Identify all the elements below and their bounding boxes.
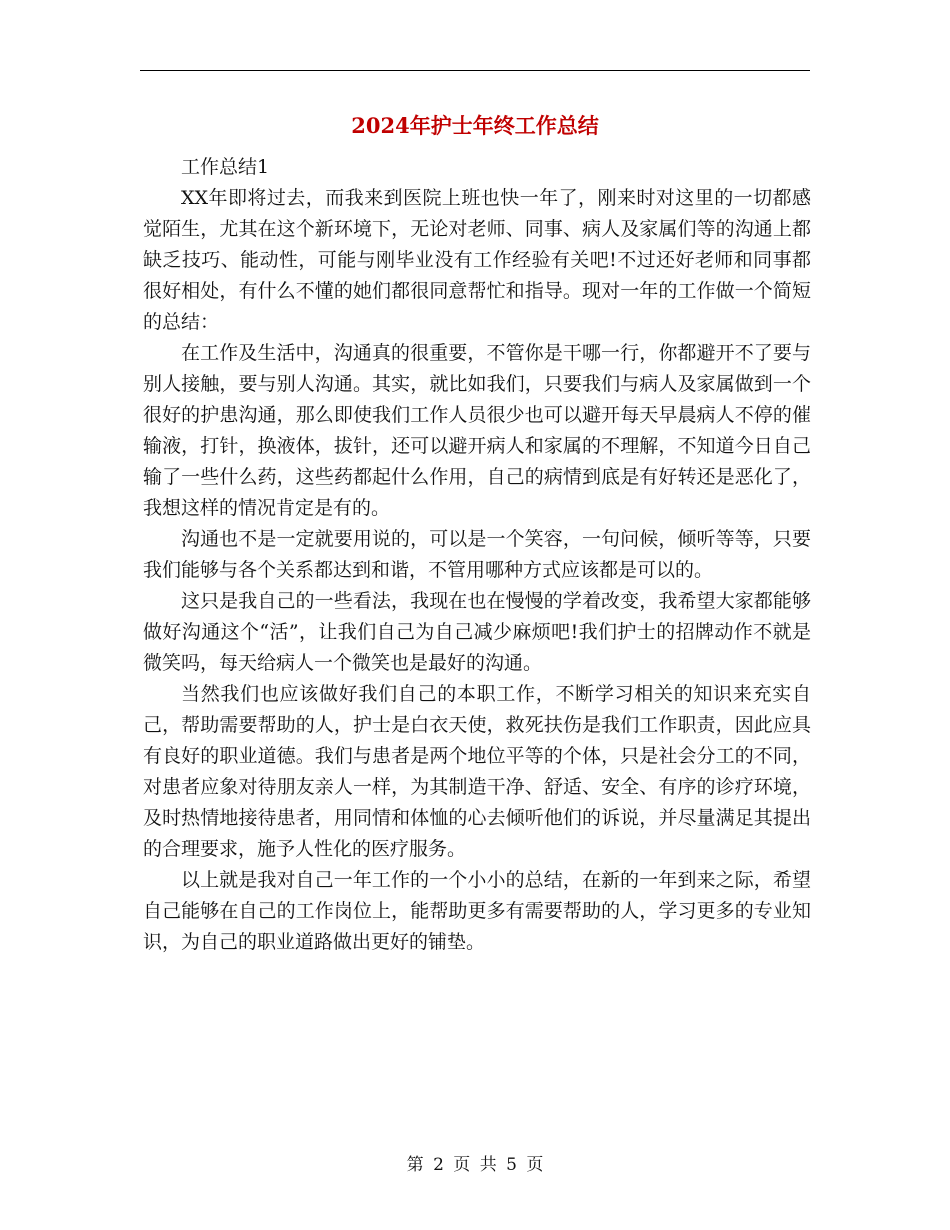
paragraph-2: 在工作及生活中，沟通真的很重要，不管你是干哪一行，你都避开不了要与别人接触，要与别人沟通。其实，就比如我们，只要我们与病人及家属做到一个很好的护患沟通，那么即使我们工作人员很少也可以避开每天早晨病人不停的催输液，打针，换液体，拔针，还可以避开病人和家属的不理解，不知道今日自己输了一些什么药，这些药都起什么作用，自己的病情到底是有好转还是恶化了，我想这样的情况肯定是有的。 xyxy=(143,342,811,519)
paragraph-1: XX年即将过去，而我来到医院上班也快一年了，刚来时对这里的一切都感觉陌生，尤其在这个新环境下，无论对老师、同事、病人及家属们等的沟通上都缺乏技巧、能动性，可能与刚毕业没有工作经验有关吧!不过还好老师和同事都很好相处，有什么不懂的她们都很同意帮忙和指导。现对一年的工作做一个简短的总结： xyxy=(143,187,811,333)
document-title: 2024年护士年终工作总结 xyxy=(351,113,599,138)
paragraph-5: 当然我们也应该做好我们自己的本职工作，不断学习相关的知识来充实自己，帮助需要帮助的人，护士是白衣天使，救死扶伤是我们工作职责，因此应具有良好的职业道德。我们与患者是两个地位平等的个体，只是社会分工的不同，对患者应象对待朋友亲人一样，为其制造干净、舒适、安全、有序的诊疗环境，及时热情地接待患者，用同情和体恤的心去倾听他们的诉说，并尽量满足其提出的合理要求，施予人性化的医疗服务。 xyxy=(143,683,811,860)
document-body xyxy=(143,152,811,958)
header-rule xyxy=(140,70,810,71)
paragraph-3: 沟通也不是一定就要用说的，可以是一个笑容，一句问候，倾听等等，只要我们能够与各个关系都达到和谐，不管用哪种方式应该都是可以的。 xyxy=(143,528,811,581)
paragraph-6: 以上就是我对自己一年工作的一个小小的总结，在新的一年到来之际，希望自己能够在自己的工作岗位上，能帮助更多有需要帮助的人，学习更多的专业知识，为自己的职业道路做出更好的铺垫。 xyxy=(143,869,811,953)
page-number-footer: 第 2 页 共 5 页 xyxy=(406,1155,544,1175)
paragraph-4: 这只是我自己的一些看法，我现在也在慢慢的学着改变，我希望大家都能够做好沟通这个“活”，让我们自己为自己减少麻烦吧!我们护士的招牌动作不就是微笑吗，每天给病人一个微笑也是最好的沟通。 xyxy=(143,590,811,674)
section-heading: 工作总结1 xyxy=(181,156,270,178)
